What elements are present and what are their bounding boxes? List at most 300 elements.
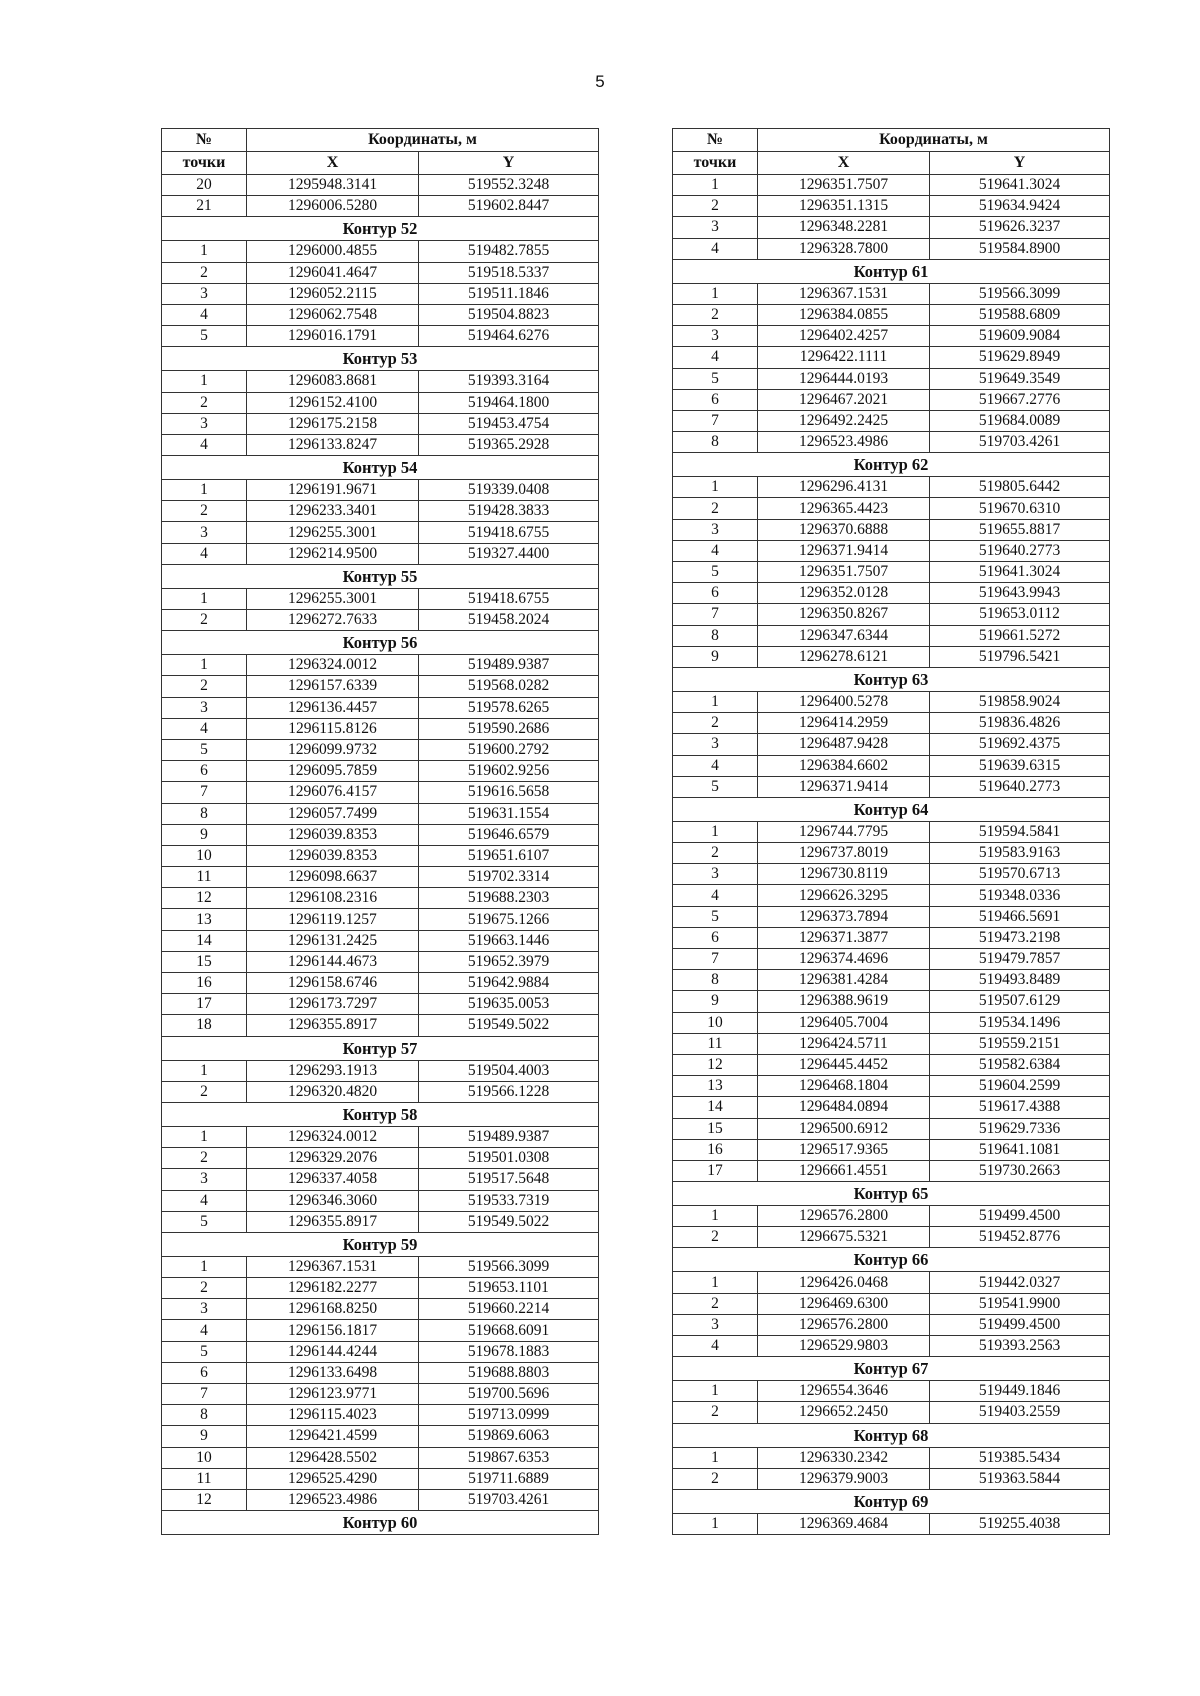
x-coordinate-cell: 1296523.4986 [758, 432, 930, 453]
y-coordinate-cell: 519667.2776 [930, 389, 1110, 410]
point-number-cell: 9 [162, 1426, 247, 1447]
point-number-cell: 5 [673, 776, 758, 797]
table-row [162, 413, 599, 434]
point-number-cell: 17 [162, 994, 247, 1015]
x-coordinate-cell: 1296272.7633 [247, 610, 419, 631]
table-row [673, 477, 1110, 498]
table-row [162, 326, 599, 347]
y-coordinate-cell: 519559.2151 [930, 1033, 1110, 1054]
table-row [162, 1126, 599, 1147]
point-number-cell: 4 [673, 540, 758, 561]
point-number-cell: 1 [162, 655, 247, 676]
table-row [162, 930, 599, 951]
point-number-cell: 1 [673, 1381, 758, 1402]
x-coordinate-cell: 1296255.3001 [247, 588, 419, 609]
x-coordinate-cell: 1296191.9671 [247, 480, 419, 501]
table-row [162, 1362, 599, 1383]
y-coordinate-cell: 519663.1446 [419, 930, 599, 951]
x-coordinate-cell: 1296370.6888 [758, 519, 930, 540]
table-row [673, 583, 1110, 604]
x-coordinate-cell: 1296500.6912 [758, 1118, 930, 1139]
point-number-cell: 2 [673, 1468, 758, 1489]
y-coordinate-cell: 519867.6353 [419, 1447, 599, 1468]
point-number-cell: 1 [162, 480, 247, 501]
y-coordinate-cell: 519702.3314 [419, 867, 599, 888]
table-row [162, 718, 599, 739]
point-number-cell: 11 [162, 867, 247, 888]
table-row [162, 1081, 599, 1102]
point-number-cell: 2 [162, 1148, 247, 1169]
contour-heading: Контур 63 [673, 667, 1110, 691]
x-coordinate-cell: 1296675.5321 [758, 1227, 930, 1248]
point-number-cell: 1 [673, 175, 758, 196]
x-coordinate-cell: 1296337.4058 [247, 1169, 419, 1190]
point-number-cell: 1 [673, 477, 758, 498]
point-number-cell: 6 [162, 1362, 247, 1383]
point-number-cell: 7 [673, 949, 758, 970]
point-number-cell: 5 [162, 1341, 247, 1362]
table-row [162, 1320, 599, 1341]
y-coordinate-cell: 519568.0282 [419, 676, 599, 697]
y-coordinate-cell: 519566.3099 [930, 283, 1110, 304]
point-number-cell: 6 [162, 761, 247, 782]
x-coordinate-cell: 1296233.3401 [247, 501, 419, 522]
y-coordinate-cell: 519700.5696 [419, 1384, 599, 1405]
contour-heading-row [162, 1036, 599, 1060]
contour-heading: Контур 58 [162, 1102, 599, 1126]
x-coordinate-cell: 1296484.0894 [758, 1097, 930, 1118]
x-coordinate-cell: 1296350.8267 [758, 604, 930, 625]
x-coordinate-cell: 1296062.7548 [247, 304, 419, 325]
x-coordinate-cell: 1296369.4684 [758, 1513, 930, 1534]
contour-heading: Контур 57 [162, 1036, 599, 1060]
y-coordinate-cell: 519640.2773 [930, 540, 1110, 561]
table-row [162, 1211, 599, 1232]
y-coordinate-cell: 519670.6310 [930, 498, 1110, 519]
x-coordinate-cell: 1296492.2425 [758, 410, 930, 431]
contour-heading: Контур 54 [162, 456, 599, 480]
contour-heading-row [673, 797, 1110, 821]
point-number-cell: 2 [162, 262, 247, 283]
y-coordinate-cell: 519578.6265 [419, 697, 599, 718]
table-row [162, 501, 599, 522]
point-number-cell: 12 [673, 1054, 758, 1075]
x-coordinate-cell: 1296371.3877 [758, 927, 930, 948]
x-coordinate-cell: 1296576.2800 [758, 1206, 930, 1227]
point-number-cell: 4 [162, 543, 247, 564]
y-coordinate-cell: 519869.6063 [419, 1426, 599, 1447]
y-coordinate-cell: 519655.8817 [930, 519, 1110, 540]
y-coordinate-cell: 519504.4003 [419, 1060, 599, 1081]
point-number-cell: 8 [673, 625, 758, 646]
contour-heading: Контур 53 [162, 347, 599, 371]
table-row [162, 867, 599, 888]
table-row [673, 1097, 1110, 1118]
point-number-cell: 7 [673, 410, 758, 431]
x-coordinate-cell: 1296175.2158 [247, 413, 419, 434]
point-number-cell: 3 [162, 522, 247, 543]
x-coordinate-cell: 1296421.4599 [247, 1426, 419, 1447]
table-row [673, 1054, 1110, 1075]
point-number-cell: 3 [162, 283, 247, 304]
point-number-cell: 3 [162, 1169, 247, 1190]
table-row [673, 368, 1110, 389]
x-coordinate-cell: 1296168.8250 [247, 1299, 419, 1320]
contour-heading-row [673, 1248, 1110, 1272]
point-number-cell: 9 [673, 991, 758, 1012]
y-coordinate-cell: 519639.6315 [930, 755, 1110, 776]
x-coordinate-cell: 1296347.6344 [758, 625, 930, 646]
table-row [673, 1468, 1110, 1489]
x-coordinate-cell: 1296173.7297 [247, 994, 419, 1015]
y-coordinate-cell: 519449.1846 [930, 1381, 1110, 1402]
y-coordinate-cell: 519327.4400 [419, 543, 599, 564]
point-number-cell: 8 [162, 803, 247, 824]
table-row [673, 1160, 1110, 1181]
y-coordinate-cell: 519584.8900 [930, 238, 1110, 259]
table-row [673, 927, 1110, 948]
y-coordinate-cell: 519582.6384 [930, 1054, 1110, 1075]
table-row [673, 1076, 1110, 1097]
table-row [673, 389, 1110, 410]
point-number-cell: 1 [673, 1272, 758, 1293]
x-coordinate-cell: 1296144.4673 [247, 951, 419, 972]
table-row [673, 432, 1110, 453]
x-coordinate-cell: 1296744.7795 [758, 821, 930, 842]
x-coordinate-cell: 1296182.2277 [247, 1278, 419, 1299]
y-coordinate-cell: 519552.3248 [419, 175, 599, 196]
x-coordinate-cell: 1296123.9771 [247, 1384, 419, 1405]
x-coordinate-cell: 1296133.6498 [247, 1362, 419, 1383]
table-row [162, 434, 599, 455]
x-coordinate-cell: 1296108.2316 [247, 888, 419, 909]
table-row [162, 241, 599, 262]
point-number-cell: 6 [673, 583, 758, 604]
y-coordinate-cell: 519590.2686 [419, 718, 599, 739]
table-row [673, 1118, 1110, 1139]
y-coordinate-cell: 519393.3164 [419, 371, 599, 392]
point-number-cell: 2 [162, 501, 247, 522]
table-row [162, 909, 599, 930]
table-row [162, 1468, 599, 1489]
point-number-cell: 1 [162, 1256, 247, 1277]
y-coordinate-cell: 519661.5272 [930, 625, 1110, 646]
point-number-cell: 4 [673, 755, 758, 776]
coordinates-table-left [161, 128, 599, 1535]
contour-heading: Контур 59 [162, 1232, 599, 1256]
y-coordinate-cell: 519796.5421 [930, 646, 1110, 667]
point-number-cell: 5 [673, 562, 758, 583]
table-row [162, 739, 599, 760]
table-row [673, 906, 1110, 927]
point-number-cell: 10 [162, 1447, 247, 1468]
x-coordinate-cell: 1296348.2281 [758, 217, 930, 238]
point-number-cell: 2 [162, 392, 247, 413]
y-coordinate-cell: 519651.6107 [419, 845, 599, 866]
coordinates-table-right [672, 128, 1110, 1535]
x-coordinate-cell: 1296384.0855 [758, 304, 930, 325]
point-number-cell: 7 [673, 604, 758, 625]
x-coordinate-cell: 1296352.0128 [758, 583, 930, 604]
x-coordinate-cell: 1296131.2425 [247, 930, 419, 951]
table-row [673, 843, 1110, 864]
contour-heading-row [162, 1511, 599, 1535]
point-number-cell: 1 [673, 1513, 758, 1534]
point-number-cell: 3 [162, 1299, 247, 1320]
table-row [673, 1447, 1110, 1468]
y-coordinate-cell: 519453.4754 [419, 413, 599, 434]
table-row [673, 1513, 1110, 1534]
x-coordinate-cell: 1296320.4820 [247, 1081, 419, 1102]
point-number-cell: 4 [162, 304, 247, 325]
table-row [673, 691, 1110, 712]
table-row [673, 562, 1110, 583]
x-coordinate-cell: 1296329.2076 [247, 1148, 419, 1169]
point-number-cell: 3 [673, 1314, 758, 1335]
table-row [673, 217, 1110, 238]
table-row [673, 776, 1110, 797]
contour-heading: Контур 65 [673, 1182, 1110, 1206]
point-number-cell: 7 [162, 1384, 247, 1405]
x-coordinate-cell: 1296523.4986 [247, 1489, 419, 1510]
table-row [162, 761, 599, 782]
point-number-cell: 2 [673, 196, 758, 217]
contour-heading-row [162, 456, 599, 480]
point-number-cell: 4 [162, 718, 247, 739]
table-row [162, 1015, 599, 1036]
table-row [673, 713, 1110, 734]
y-coordinate-cell: 519428.3833 [419, 501, 599, 522]
y-coordinate-cell: 519602.9256 [419, 761, 599, 782]
y-coordinate-cell: 519588.6809 [930, 304, 1110, 325]
table-row [673, 1314, 1110, 1335]
point-number-cell: 4 [673, 885, 758, 906]
y-coordinate-cell: 519393.2563 [930, 1336, 1110, 1357]
y-coordinate-cell: 519511.1846 [419, 283, 599, 304]
x-coordinate-cell: 1296374.4696 [758, 949, 930, 970]
contour-heading: Контур 56 [162, 631, 599, 655]
point-number-cell: 15 [673, 1118, 758, 1139]
table-row [673, 864, 1110, 885]
y-coordinate-cell: 519649.3549 [930, 368, 1110, 389]
point-number-cell: 3 [162, 697, 247, 718]
point-number-cell: 2 [162, 1081, 247, 1102]
table-row [162, 824, 599, 845]
table-row [673, 540, 1110, 561]
x-coordinate-cell: 1296371.9414 [758, 776, 930, 797]
x-coordinate-cell: 1296052.2115 [247, 283, 419, 304]
point-number-cell: 2 [673, 1293, 758, 1314]
table-row [673, 1033, 1110, 1054]
point-number-cell: 1 [673, 691, 758, 712]
x-coordinate-cell: 1296379.9003 [758, 1468, 930, 1489]
x-coordinate-cell: 1296626.3295 [758, 885, 930, 906]
y-coordinate-cell: 519688.8803 [419, 1362, 599, 1383]
y-coordinate-cell: 519482.7855 [419, 241, 599, 262]
x-coordinate-cell: 1296119.1257 [247, 909, 419, 930]
y-coordinate-cell: 519418.6755 [419, 588, 599, 609]
x-coordinate-cell: 1296255.3001 [247, 522, 419, 543]
table-row [162, 1489, 599, 1510]
point-number-cell: 4 [673, 347, 758, 368]
x-coordinate-cell: 1296144.4244 [247, 1341, 419, 1362]
table-row [673, 519, 1110, 540]
header-point-number-line1: № [673, 129, 758, 152]
contour-heading-row [162, 631, 599, 655]
contour-heading: Контур 68 [673, 1423, 1110, 1447]
x-coordinate-cell: 1295948.3141 [247, 175, 419, 196]
x-coordinate-cell: 1296000.4855 [247, 241, 419, 262]
table-row [162, 522, 599, 543]
x-coordinate-cell: 1296095.7859 [247, 761, 419, 782]
y-coordinate-cell: 519442.0327 [930, 1272, 1110, 1293]
y-coordinate-cell: 519653.0112 [930, 604, 1110, 625]
contour-heading: Контур 60 [162, 1511, 599, 1535]
point-number-cell: 2 [673, 498, 758, 519]
x-coordinate-cell: 1296365.4423 [758, 498, 930, 519]
point-number-cell: 8 [673, 970, 758, 991]
y-coordinate-cell: 519583.9163 [930, 843, 1110, 864]
point-number-cell: 8 [673, 432, 758, 453]
y-coordinate-cell: 519631.1554 [419, 803, 599, 824]
contour-heading-row [162, 1232, 599, 1256]
table-row [673, 1227, 1110, 1248]
x-coordinate-cell: 1296445.4452 [758, 1054, 930, 1075]
table-row [162, 1299, 599, 1320]
contour-heading-row [162, 1102, 599, 1126]
y-coordinate-cell: 519339.0408 [419, 480, 599, 501]
table-row [162, 371, 599, 392]
table-row [162, 994, 599, 1015]
point-number-cell: 5 [673, 906, 758, 927]
point-number-cell: 2 [162, 676, 247, 697]
point-number-cell: 4 [162, 434, 247, 455]
point-number-cell: 5 [673, 368, 758, 389]
x-coordinate-cell: 1296730.8119 [758, 864, 930, 885]
x-coordinate-cell: 1296099.9732 [247, 739, 419, 760]
point-number-cell: 2 [673, 304, 758, 325]
table-row [673, 1402, 1110, 1423]
y-coordinate-cell: 519642.9884 [419, 973, 599, 994]
y-coordinate-cell: 519617.4388 [930, 1097, 1110, 1118]
x-coordinate-cell: 1296351.7507 [758, 562, 930, 583]
y-coordinate-cell: 519858.9024 [930, 691, 1110, 712]
contour-heading: Контур 62 [673, 453, 1110, 477]
y-coordinate-cell: 519641.3024 [930, 175, 1110, 196]
x-coordinate-cell: 1296006.5280 [247, 196, 419, 217]
point-number-cell: 1 [162, 371, 247, 392]
y-coordinate-cell: 519635.0053 [419, 994, 599, 1015]
x-coordinate-cell: 1296529.9803 [758, 1336, 930, 1357]
x-coordinate-cell: 1296328.7800 [758, 238, 930, 259]
table-row [162, 697, 599, 718]
table-row [162, 1384, 599, 1405]
y-coordinate-cell: 519652.3979 [419, 951, 599, 972]
x-coordinate-cell: 1296293.1913 [247, 1060, 419, 1081]
x-coordinate-cell: 1296152.4100 [247, 392, 419, 413]
x-coordinate-cell: 1296652.2450 [758, 1402, 930, 1423]
contour-heading: Контур 69 [673, 1489, 1110, 1513]
y-coordinate-cell: 519641.1081 [930, 1139, 1110, 1160]
page-number: 5 [595, 72, 605, 91]
point-number-cell: 7 [162, 782, 247, 803]
x-coordinate-cell: 1296355.8917 [247, 1211, 419, 1232]
table-row [162, 175, 599, 196]
table-row [673, 604, 1110, 625]
x-coordinate-cell: 1296469.6300 [758, 1293, 930, 1314]
contour-heading-row [673, 1423, 1110, 1447]
y-coordinate-cell: 519489.9387 [419, 1126, 599, 1147]
point-number-cell: 13 [673, 1076, 758, 1097]
y-coordinate-cell: 519403.2559 [930, 1402, 1110, 1423]
table-row [673, 1381, 1110, 1402]
y-coordinate-cell: 519363.5844 [930, 1468, 1110, 1489]
point-number-cell: 21 [162, 196, 247, 217]
x-coordinate-cell: 1296351.7507 [758, 175, 930, 196]
y-coordinate-cell: 519418.6755 [419, 522, 599, 543]
point-number-cell: 4 [673, 1336, 758, 1357]
point-number-cell: 3 [673, 326, 758, 347]
table-row [673, 304, 1110, 325]
point-number-cell: 1 [162, 1126, 247, 1147]
header-coordinates: Координаты, м [758, 129, 1110, 152]
x-coordinate-cell: 1296330.2342 [758, 1447, 930, 1468]
contour-heading: Контур 64 [673, 797, 1110, 821]
x-coordinate-cell: 1296098.6637 [247, 867, 419, 888]
x-coordinate-cell: 1296016.1791 [247, 326, 419, 347]
point-number-cell: 3 [673, 734, 758, 755]
table-row [162, 1405, 599, 1426]
point-number-cell: 3 [162, 413, 247, 434]
x-coordinate-cell: 1296157.6339 [247, 676, 419, 697]
x-coordinate-cell: 1296525.4290 [247, 1468, 419, 1489]
point-number-cell: 1 [673, 283, 758, 304]
y-coordinate-cell: 519534.1496 [930, 1012, 1110, 1033]
contour-heading-row [673, 453, 1110, 477]
x-coordinate-cell: 1296661.4551 [758, 1160, 930, 1181]
y-coordinate-cell: 519703.4261 [419, 1489, 599, 1510]
table-row [673, 175, 1110, 196]
x-coordinate-cell: 1296405.7004 [758, 1012, 930, 1033]
y-coordinate-cell: 519629.7336 [930, 1118, 1110, 1139]
point-number-cell: 3 [673, 519, 758, 540]
header-point-number-line1: № [162, 129, 247, 152]
x-coordinate-cell: 1296214.9500 [247, 543, 419, 564]
x-coordinate-cell: 1296115.4023 [247, 1405, 419, 1426]
x-coordinate-cell: 1296400.5278 [758, 691, 930, 712]
y-coordinate-cell: 519641.3024 [930, 562, 1110, 583]
header-x: X [247, 152, 419, 175]
table-row [673, 326, 1110, 347]
y-coordinate-cell: 519466.5691 [930, 906, 1110, 927]
point-number-cell: 11 [162, 1468, 247, 1489]
y-coordinate-cell: 519489.9387 [419, 655, 599, 676]
point-number-cell: 6 [673, 389, 758, 410]
table-row [673, 1272, 1110, 1293]
y-coordinate-cell: 519517.5648 [419, 1169, 599, 1190]
point-number-cell: 13 [162, 909, 247, 930]
table-row [162, 803, 599, 824]
x-coordinate-cell: 1296373.7894 [758, 906, 930, 927]
y-coordinate-cell: 519684.0089 [930, 410, 1110, 431]
table-row [162, 283, 599, 304]
x-coordinate-cell: 1296039.8353 [247, 845, 419, 866]
x-coordinate-cell: 1296351.1315 [758, 196, 930, 217]
x-coordinate-cell: 1296346.3060 [247, 1190, 419, 1211]
table-row [162, 676, 599, 697]
x-coordinate-cell: 1296444.0193 [758, 368, 930, 389]
point-number-cell: 5 [162, 326, 247, 347]
